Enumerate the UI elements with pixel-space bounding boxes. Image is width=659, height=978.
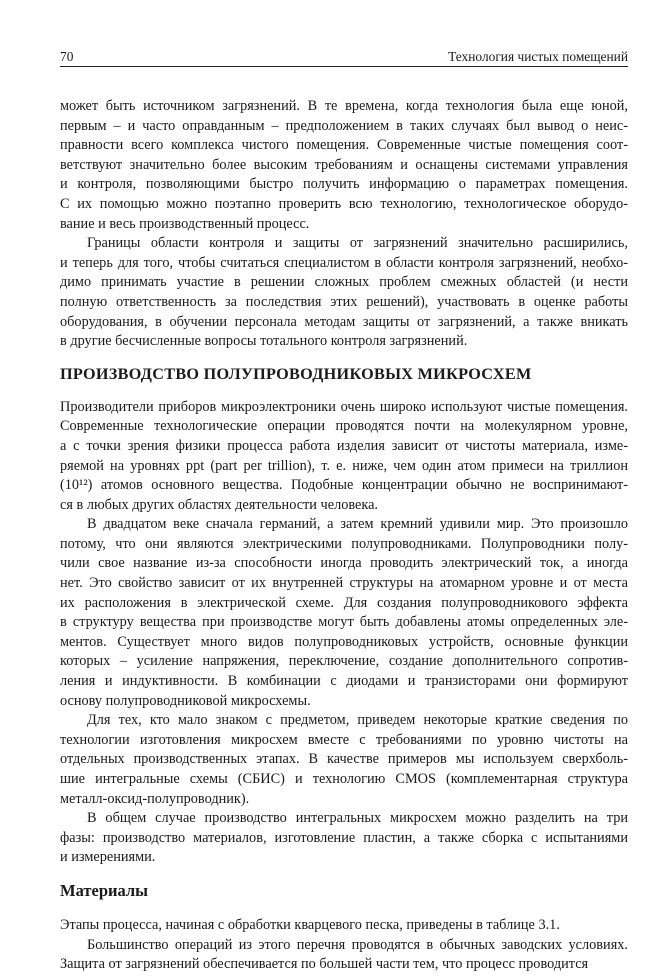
paragraph	[60, 711, 628, 809]
text-line: в другие бесчисленные вопросы тотального контроля загрязнений.	[60, 333, 468, 350]
text-line: ся в любых других областях деятельности человека.	[60, 496, 379, 513]
paragraph	[60, 97, 628, 234]
text-line: шие интегральные схемы (СБИС) и технологию CMOS (комплементарная структура	[60, 771, 628, 787]
text-line: полную ответственность за последствия этих решений), участвовать в оценке работы	[60, 293, 628, 310]
paragraph	[60, 515, 628, 711]
text-line: чили свое название из-за способности иногда проводить электрический ток, а иногда	[60, 555, 628, 572]
text-line: правности всего комплекса чистого помещения. Современные чистые помещения соот-	[60, 137, 628, 154]
text-line: Защита от загрязнений обеспечивается по большей части тем, что процесс проводится	[60, 956, 589, 973]
text-line: оборудования, в обучении персонала методам защиты от загрязнений, а также вникать	[60, 313, 628, 330]
text-line: Для тех, кто мало знаком с предметом, приведем некоторые краткие сведения по	[87, 712, 628, 729]
text-line: Границы области контроля и защиты от загрязнений значительно расширились,	[87, 235, 628, 252]
text-line: (10¹²) атомов основного вещества. Подобные концентрации обычно не воспринимают-	[60, 477, 628, 494]
text-line: С их помощью можно поэтапно проверить всю технологию, технологическое оборудо-	[60, 195, 628, 212]
text-line: основу полупроводниковой микросхемы.	[60, 692, 311, 709]
text-line: и измерениями.	[60, 849, 156, 866]
running-head	[60, 48, 628, 67]
paragraph	[60, 234, 628, 352]
text-line: фазы: производство материалов, изготовление пластин, а также сборка с испытаниями	[60, 829, 628, 846]
text-line: вание и весь производственный процесс.	[60, 215, 310, 232]
text-line: Современные технологические операции проводятся почти на молекулярном уровне,	[60, 418, 628, 435]
text-line: а с точки зрения физики процесса работа изделия зависит от чистоты материала, изме-	[60, 437, 628, 454]
text-line: ления и индуктивности. В комбинации с диодами и транзисторами они формируют	[60, 673, 628, 690]
book-title: Технология чистых помещений	[448, 49, 628, 64]
paragraph	[60, 936, 628, 975]
text-line: Большинство операций из этого перечня проводятся в обычных заводских условиях.	[87, 936, 628, 953]
text-line: Этапы процесса, начиная с обработки кварцевого песка, приведены в таблице 3.1.	[60, 916, 560, 933]
paragraph	[60, 916, 628, 936]
text-line: В общем случае производство интегральных микросхем можно разделить на три	[87, 810, 628, 827]
text-line: металл-оксид-полупроводник).	[60, 790, 250, 807]
paragraph	[60, 398, 628, 516]
text-line: потому, что они являются электрическими полупроводниками. Полупроводники полу-	[60, 535, 628, 552]
text-line: которых – усиление напряжения, переключение, создание дополнительного сопротив-	[60, 653, 628, 670]
text-line: Производители приборов микроэлектроники очень широко используют чистые помещения.	[60, 398, 628, 415]
text-line: ряемой на уровнях ppt (part per trillion), т. е. ниже, чем один атом примеси на триллион	[60, 457, 628, 474]
intro-paragraphs	[60, 97, 628, 352]
text-line: и теперь для того, чтобы считаться специалистом в области контроля загрязнений, необхо-	[60, 254, 628, 271]
page-number: 70	[60, 49, 74, 64]
text-line: ветствуют значительно более высоким требованиям и оснащены системами управления	[60, 156, 628, 173]
paragraph	[60, 809, 628, 868]
subsection-paragraphs	[60, 916, 628, 975]
text-line: В двадцатом веке сначала германий, а затем кремний удивили мир. Это произошло	[87, 516, 628, 533]
text-line: ментов. Существует много видов полупроводниковых устройств, основные функции	[60, 633, 628, 650]
body-text	[60, 97, 628, 975]
section-heading: ПРОИЗВОДСТВО ПОЛУПРОВОДНИКОВЫХ МИКРОСХЕМ	[60, 364, 532, 383]
text-line: может быть источником загрязнений. В те времена, когда технология была еще юной,	[60, 98, 628, 114]
text-line: их расположения в электрической схеме. Для создания полупроводникового эффекта	[60, 594, 628, 611]
text-line: нет. Это свойство зависит от их внутренней структуры на атомарном уровне и от места	[60, 575, 628, 592]
text-line: и контроля, позволяющими быстро получить информацию о параметрах помещения.	[60, 176, 628, 193]
text-line: технологии изготовления микросхем вместе с требованиями по уровню чистоты на	[60, 731, 628, 748]
text-line: отдельных производственных этапах. В качестве примеров мы используем сверхболь-	[60, 751, 628, 768]
subsection-heading: Материалы	[60, 880, 149, 900]
text-line: в структуру вещества при производстве могут быть добавлены атомы определенных эле-	[60, 614, 628, 631]
section-paragraphs	[60, 398, 628, 868]
text-line: димо принимать участие в решении сложных проблем смежных областей (и нести	[60, 274, 628, 291]
text-line: первым – и часто оправданным – предположением в таких случаях был вывод о неис-	[60, 117, 628, 134]
